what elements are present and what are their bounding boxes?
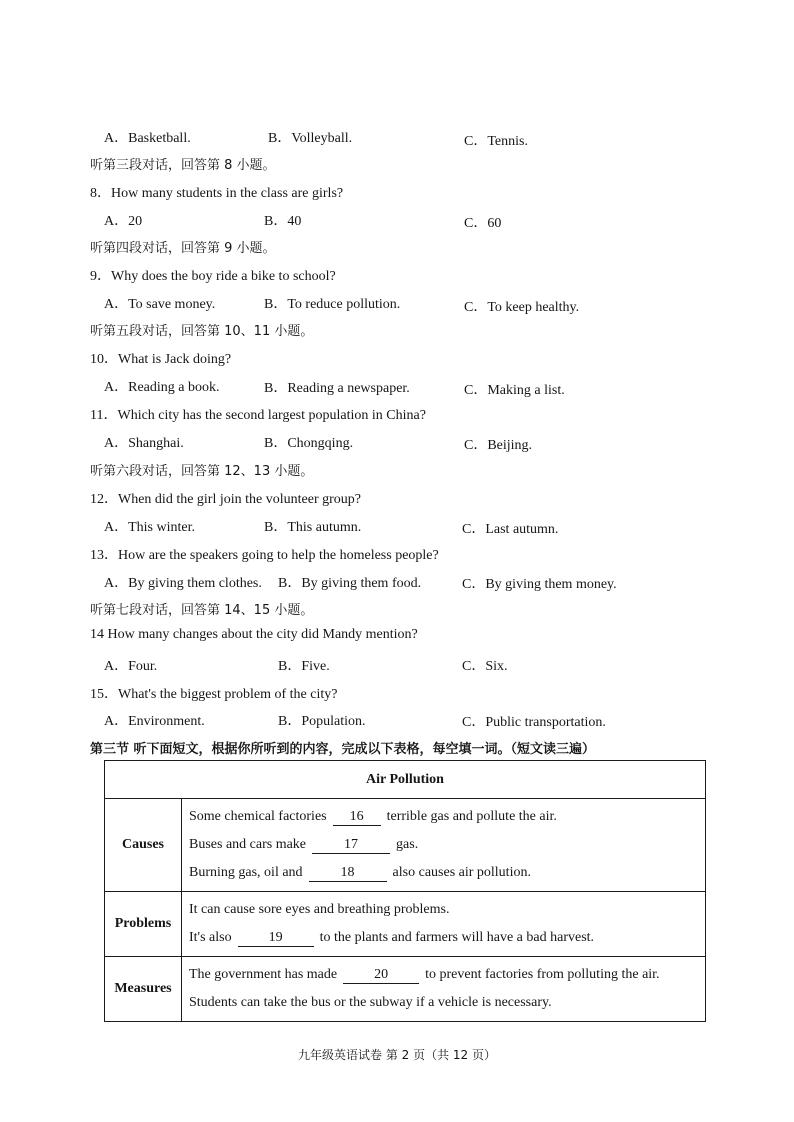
blank-20: 20: [343, 967, 419, 984]
row-label-measures: Measures: [105, 957, 182, 1022]
instruction-q12-13: 听第六段对话，回答第 12、13 小题。: [90, 464, 314, 479]
q7-option-b: B．Volleyball.: [268, 131, 353, 146]
air-pollution-table: [104, 760, 706, 1022]
q9-option-b: B．To reduce pollution.: [264, 297, 401, 312]
blank-16: 16: [333, 809, 381, 826]
q10-question: 10．What is Jack doing?: [90, 352, 232, 367]
page-footer: 九年级英语试卷 第 2 页（共 12 页）: [298, 1048, 496, 1062]
causes-line3-before: Burning gas, oil and: [189, 865, 303, 880]
q13-option-a: A．By giving them clothes.: [104, 576, 262, 591]
measures-line2: Students can take the bus or the subway if a vehicle is necessary.: [189, 995, 552, 1010]
q9-question: 9．Why does the boy ride a bike to school?: [90, 269, 336, 284]
q11-question: 11．Which city has the second largest population in China?: [90, 408, 426, 423]
q14-option-c: C．Six.: [462, 659, 508, 674]
causes-line1-before: Some chemical factories: [189, 809, 327, 824]
q9-option-c: C．To keep healthy.: [464, 300, 580, 315]
q10-option-a: A．Reading a book.: [104, 380, 220, 395]
q12-question: 12．When did the girl join the volunteer group?: [90, 492, 361, 507]
measures-line1-before: The government has made: [189, 967, 338, 982]
instruction-q14-15: 听第七段对话，回答第 14、15 小题。: [90, 603, 314, 618]
causes-line2-after: gas.: [396, 837, 419, 852]
table-title: Air Pollution: [105, 761, 706, 799]
q13-option-c: C．By giving them money.: [462, 577, 617, 592]
q12-option-b: B．This autumn.: [264, 520, 362, 535]
q11-option-c: C．Beijing.: [464, 438, 533, 453]
q8-question: 8．How many students in the class are girls?: [90, 186, 344, 201]
q9-option-a: A．To save money.: [104, 297, 216, 312]
q14-option-a: A．Four.: [104, 659, 158, 674]
blank-17: 17: [312, 837, 390, 854]
instruction-q8: 听第三段对话，回答第 8 小题。: [90, 158, 276, 173]
row-label-problems: Problems: [105, 892, 182, 957]
instruction-q10-11: 听第五段对话，回答第 10、11 小题。: [90, 324, 314, 339]
blank-18: 18: [309, 865, 387, 882]
causes-line2-before: Buses and cars make: [189, 837, 307, 852]
problems-line1: It can cause sore eyes and breathing problems.: [189, 902, 450, 917]
instruction-q9: 听第四段对话，回答第 9 小题。: [90, 241, 276, 256]
measures-content: [182, 957, 706, 1022]
q8-option-c: C．60: [464, 216, 502, 231]
q13-question: 13．How are the speakers going to help the homeless people?: [90, 548, 439, 563]
causes-content: [182, 799, 706, 892]
section-3-instruction: 第三节 听下面短文，根据你所听到的内容，完成以下表格，每空填一词。（短文读三遍）: [90, 742, 596, 757]
problems-content: [182, 892, 706, 957]
q11-option-b: B．Chongqing.: [264, 436, 354, 451]
q13-option-b: B．By giving them food.: [278, 576, 422, 591]
q12-option-a: A．This winter.: [104, 520, 195, 535]
problems-line2-after: to the plants and farmers will have a bad harvest.: [319, 930, 595, 945]
causes-line1-after: terrible gas and pollute the air.: [386, 809, 557, 824]
q15-option-b: B．Population.: [278, 714, 366, 729]
q15-option-a: A．Environment.: [104, 714, 205, 729]
measures-line1-after: to prevent factories from polluting the air.: [425, 967, 660, 982]
q8-option-b: B．40: [264, 214, 302, 229]
q10-option-c: C．Making a list.: [464, 383, 565, 398]
blank-19: 19: [238, 930, 314, 947]
q7-option-c: C．Tennis.: [464, 134, 528, 149]
q15-question: 15．What's the biggest problem of the city?: [90, 687, 338, 702]
problems-line2-before: It's also: [189, 930, 232, 945]
q10-option-b: B．Reading a newspaper.: [264, 381, 410, 396]
q15-option-c: C．Public transportation.: [462, 715, 606, 730]
q12-option-c: C．Last autumn.: [462, 522, 559, 537]
causes-line3-after: also causes air pollution.: [392, 865, 531, 880]
q11-option-a: A．Shanghai.: [104, 436, 184, 451]
row-label-causes: Causes: [105, 799, 182, 892]
q14-option-b: B．Five.: [278, 659, 330, 674]
q14-question: 14 How many changes about the city did Mandy mention?: [90, 627, 418, 642]
q7-option-a: A．Basketball.: [104, 131, 191, 146]
q8-option-a: A．20: [104, 214, 143, 229]
